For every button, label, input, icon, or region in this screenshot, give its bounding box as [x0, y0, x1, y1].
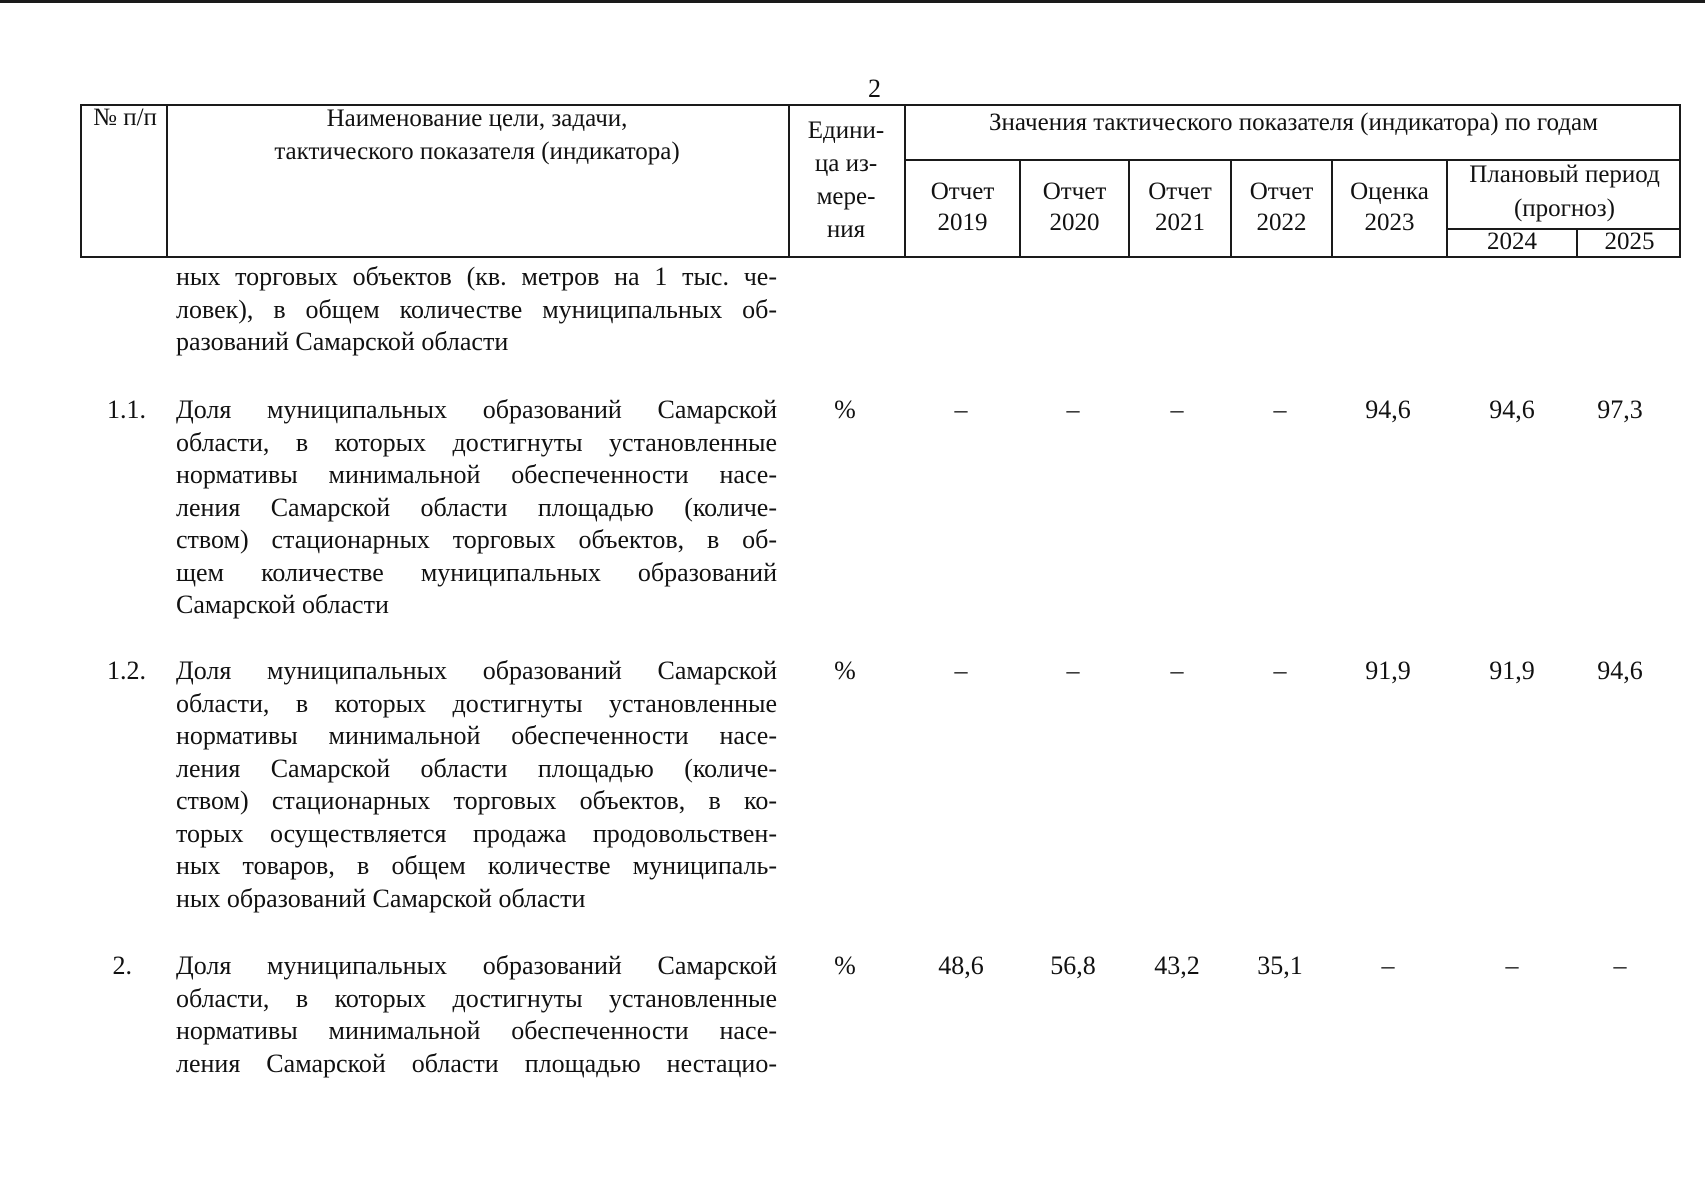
row-number: 1.2. — [107, 656, 146, 685]
text-line: ления Самарской области площадью нестацио- — [176, 1048, 777, 1078]
header-divider — [166, 106, 168, 256]
value-2021: – — [1170, 395, 1184, 424]
year-col-label: Отчет — [1042, 178, 1107, 205]
header-col-year-2021 — [1130, 176, 1230, 238]
year-col-label: Отчет — [1249, 178, 1314, 205]
text-line: разований Самарской области — [176, 327, 509, 356]
text-line: Доля муниципальных образований Самарской — [176, 656, 777, 685]
value-2024: 91,9 — [1489, 656, 1535, 685]
row-unit: % — [834, 395, 856, 424]
row-unit: % — [834, 656, 856, 685]
year-col-year: 2022 — [1256, 209, 1307, 236]
header-col-name: Наименование цели, задачи, тактического показателя (индикатора) — [274, 105, 680, 165]
value-2023: 94,6 — [1365, 395, 1411, 424]
header-col-values-group: Значения тактического показателя (индикатора) по годам — [989, 109, 1598, 136]
value-2024: – — [1505, 951, 1519, 980]
value-2020: – — [1066, 656, 1080, 685]
page-number: 2 — [868, 74, 881, 103]
text-line: Доля муниципальных образований Самарской — [176, 395, 777, 424]
value-2023: – — [1381, 951, 1395, 980]
text-line: нормативы минимальной обеспеченности насе- — [176, 721, 777, 750]
value-2025: – — [1613, 951, 1627, 980]
year-col-year: 2020 — [1049, 209, 1100, 236]
value-2020: – — [1066, 395, 1080, 424]
text-line: нормативы минимальной обеспеченности насе- — [176, 1016, 777, 1045]
text-line: Доля муниципальных образований Самарской — [176, 951, 777, 980]
table-header — [80, 104, 1681, 258]
year-col-label: Отчет — [1148, 178, 1212, 205]
text-line: ловек), в общем количестве муниципальных об- — [176, 294, 777, 324]
top-border-line — [0, 0, 1705, 3]
row-number: 1.1. — [107, 395, 146, 424]
year-col-year: 2023 — [1364, 209, 1415, 236]
year-col-year: 2019 — [937, 209, 988, 236]
value-2025: 97,3 — [1597, 395, 1643, 424]
header-plan-group: Плановый период (прогноз) — [1469, 161, 1660, 222]
text-line: щем количестве муниципальных образований — [176, 557, 777, 587]
value-2021: 43,2 — [1154, 951, 1200, 980]
value-2022: 35,1 — [1257, 951, 1303, 980]
row-unit: % — [834, 951, 856, 980]
value-2019: 48,6 — [938, 951, 984, 980]
value-2023: 91,9 — [1365, 656, 1411, 685]
value-2021: – — [1170, 656, 1184, 685]
year-col-year: 2021 — [1155, 209, 1205, 236]
row-text — [176, 261, 777, 359]
text-line: нормативы минимальной обеспеченности насе- — [176, 460, 777, 489]
value-2019: – — [954, 656, 968, 685]
header-col-year-2019 — [906, 176, 1019, 238]
row-number: 2. — [112, 951, 132, 980]
row-text — [176, 394, 777, 622]
text-line: ных товаров, в общем количестве муниципаль- — [176, 851, 777, 880]
value-2022: – — [1273, 395, 1287, 424]
year-col-label: Отчет — [930, 178, 995, 205]
text-line: ством) стационарных торговых объектов, в об- — [176, 525, 777, 554]
text-line: ных торговых объектов (кв. метров на 1 тыс. че- — [176, 262, 777, 291]
text-line: области, в которых достигнуты установленные — [176, 688, 777, 718]
text-line: ством) стационарных торговых объектов, в ко- — [176, 786, 777, 815]
text-line: ных образований Самарской области — [176, 883, 586, 913]
header-col-year-2020 — [1021, 176, 1128, 238]
row-text — [176, 655, 777, 915]
text-line: области, в которых достигнуты установленные — [176, 427, 777, 457]
text-line: области, в которых достигнуты установленные — [176, 983, 777, 1013]
value-2024: 94,6 — [1489, 395, 1535, 424]
value-2020: 56,8 — [1050, 951, 1096, 980]
value-2025: 94,6 — [1597, 656, 1643, 685]
text-line: ления Самарской области площадью (количе- — [176, 753, 777, 783]
header-col-year-2022 — [1232, 176, 1331, 238]
text-line: ления Самарской области площадью (количе- — [176, 492, 777, 522]
header-col-year-2023 — [1333, 176, 1446, 238]
text-line: торых осуществляется продажа продовольствен- — [176, 818, 777, 848]
text-line: Самарской области — [176, 590, 389, 619]
value-2019: – — [954, 395, 968, 424]
header-plan-year-2025: 2025 — [1604, 228, 1655, 255]
value-2022: – — [1273, 656, 1287, 685]
header-col-number: № п/п — [93, 104, 157, 131]
year-col-label: Оценка — [1350, 178, 1429, 205]
row-text — [176, 950, 777, 1080]
header-plan-year-2024: 2024 — [1487, 228, 1537, 255]
header-col-unit: Едини-ца из-мере-ния — [807, 117, 885, 243]
